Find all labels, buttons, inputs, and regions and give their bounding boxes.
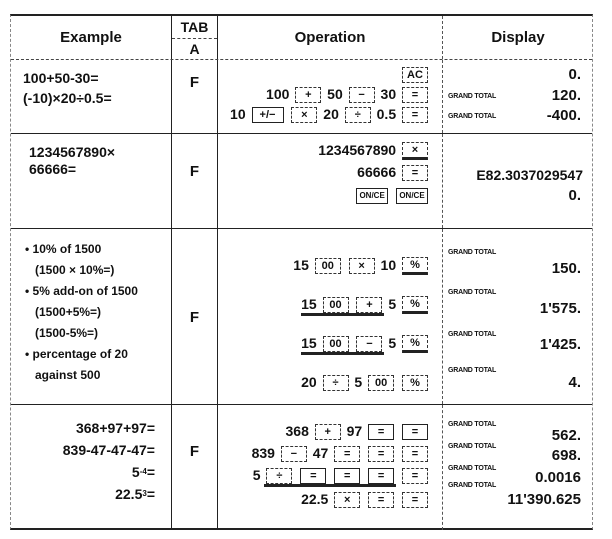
tab-value: F [189, 443, 200, 460]
operand: 839 [251, 445, 275, 461]
header-tab-bottom: A [189, 41, 200, 57]
example-line: $5^{-4}=$ [131, 464, 155, 480]
display-value: -400. [546, 107, 581, 124]
example-line: against 500 [35, 368, 101, 382]
grand-total-label: GRAND TOTAL [448, 113, 497, 120]
example-cell [11, 134, 171, 228]
ac-key: AC [402, 67, 428, 83]
operation-cell [218, 60, 442, 133]
example-cell [11, 60, 171, 133]
multiply-key: × [334, 492, 360, 508]
operand: 22.5 [301, 491, 329, 507]
header-display: Display [442, 16, 593, 59]
grand-total-label: GRAND TOTAL [448, 421, 497, 428]
plus-key: + [315, 424, 341, 440]
operand: 10 [230, 106, 246, 122]
display-value: 0.0016 [535, 469, 581, 486]
on-ce-key: ON/CE [356, 188, 388, 204]
operation-cell [218, 229, 442, 404]
percent-key: % [402, 257, 428, 275]
operand: 20 [323, 106, 339, 122]
equals-key: = [368, 492, 394, 508]
percent-key: % [402, 335, 428, 353]
operand: 5 [388, 296, 397, 312]
multiply-key: × [402, 142, 428, 160]
equals-key: = [402, 468, 428, 484]
double-zero-key: 00 [368, 375, 394, 391]
example-line: 1234567890× [29, 144, 116, 160]
tab-cell [171, 134, 218, 228]
equals-key: = [334, 468, 360, 484]
example-line: 100+50-30= [23, 70, 99, 86]
operand: 20 [301, 374, 317, 390]
example-cell [11, 405, 171, 530]
tab-value: F [189, 74, 200, 91]
equals-key: = [402, 87, 428, 103]
operation-cell [218, 405, 442, 530]
multiply-key: × [349, 258, 375, 274]
operand: 97 [346, 423, 363, 439]
display-value: 120. [551, 87, 581, 104]
table-row [11, 405, 592, 530]
grand-total-label: GRAND TOTAL [448, 367, 497, 374]
operand: 66666 [357, 164, 397, 180]
operation-cell [218, 134, 442, 228]
header-example: Example [60, 29, 122, 46]
display-cell [442, 229, 593, 404]
plus-key: + [295, 87, 321, 103]
tab-value: F [189, 163, 200, 180]
equals-key: = [368, 468, 394, 484]
display-cell [442, 60, 593, 133]
operand: 5 [388, 335, 397, 351]
minus-key: − [281, 446, 307, 462]
divide-key: ÷ [266, 468, 292, 484]
tab-cell [171, 229, 218, 404]
equals-key: = [300, 468, 326, 484]
equals-key: = [368, 446, 394, 462]
operand: 1234567890 [318, 142, 397, 158]
equals-key: = [402, 107, 428, 123]
display-cell [442, 134, 593, 228]
divide-key: ÷ [345, 107, 371, 123]
table-row [11, 229, 592, 405]
example-line: 66666= [29, 161, 77, 177]
operand: 15 [301, 335, 317, 351]
example-line: • 10% of 1500 [25, 242, 102, 256]
equals-key: = [402, 492, 428, 508]
operand: 15 [301, 296, 317, 312]
operand: 10 [380, 257, 397, 273]
example-line: 368+97+97= [75, 420, 155, 436]
percent-key: % [402, 375, 428, 391]
operand: 30 [380, 86, 397, 102]
display-value: 1'575. [539, 300, 581, 317]
example-line: (1500 × 10%=) [35, 263, 115, 277]
example-line: • percentage of 20 [25, 347, 128, 361]
display-value: 11'390.625 [507, 491, 581, 508]
table-row [11, 134, 592, 229]
display-value: 0. [568, 66, 581, 83]
header-operation: Operation [294, 29, 366, 46]
grand-total-label: GRAND TOTAL [448, 482, 497, 489]
example-line: $22.5^3=$ [115, 486, 155, 502]
grand-total-label: GRAND TOTAL [448, 249, 497, 256]
double-zero-key: 00 [315, 258, 341, 274]
display-value: 0. [568, 187, 581, 204]
operand: 368 [285, 423, 309, 439]
tab-cell [171, 60, 218, 133]
display-cell [442, 405, 593, 530]
tab-cell [171, 405, 218, 530]
operand: 5 [252, 467, 261, 483]
tab-value: F [189, 309, 200, 326]
sign-change-key: +/− [252, 107, 284, 123]
equals-key: = [368, 424, 394, 440]
plus-key: + [356, 297, 382, 313]
display-value: 698. [551, 447, 581, 464]
equals-key: = [402, 446, 428, 462]
example-line: (-10)×20÷0.5= [23, 90, 112, 106]
minus-key: − [349, 87, 375, 103]
display-value: 1'425. [539, 336, 581, 353]
divide-key: ÷ [323, 375, 349, 391]
operand: 100 [266, 86, 290, 102]
operand: 5 [354, 374, 363, 390]
example-line: (1500-5%=) [35, 326, 99, 340]
grand-total-label: GRAND TOTAL [448, 289, 497, 296]
minus-key: − [356, 336, 382, 352]
operand: 50 [327, 86, 343, 102]
header-tab [171, 16, 218, 59]
table-header [11, 16, 592, 60]
double-zero-key: 00 [323, 336, 349, 352]
operand: 15 [293, 257, 309, 273]
display-value: 562. [551, 427, 581, 444]
equals-key: = [334, 446, 360, 462]
display-value: 150. [551, 260, 581, 277]
grand-total-label: GRAND TOTAL [448, 465, 497, 472]
grand-total-label: GRAND TOTAL [448, 331, 497, 338]
equals-key: = [402, 424, 428, 440]
percent-key: % [402, 296, 428, 314]
grand-total-label: GRAND TOTAL [448, 443, 497, 450]
example-line: (1500+5%=) [35, 305, 102, 319]
example-line: 839-47-47-47= [62, 442, 155, 458]
on-ce-key: ON/CE [396, 188, 428, 204]
header-tab-top: TAB [172, 16, 217, 39]
table-row [11, 60, 592, 134]
display-value: E82.3037029547 [476, 167, 583, 183]
example-line: • 5% add-on of 1500 [25, 284, 138, 298]
example-cell [11, 229, 171, 404]
equals-key: = [402, 165, 428, 181]
display-value: 4. [568, 374, 581, 391]
operand: 47 [312, 445, 329, 461]
calculation-examples-table [10, 14, 593, 530]
double-zero-key: 00 [323, 297, 349, 313]
operand: 0.5 [376, 106, 397, 122]
multiply-key: × [291, 107, 317, 123]
grand-total-label: GRAND TOTAL [448, 93, 497, 100]
